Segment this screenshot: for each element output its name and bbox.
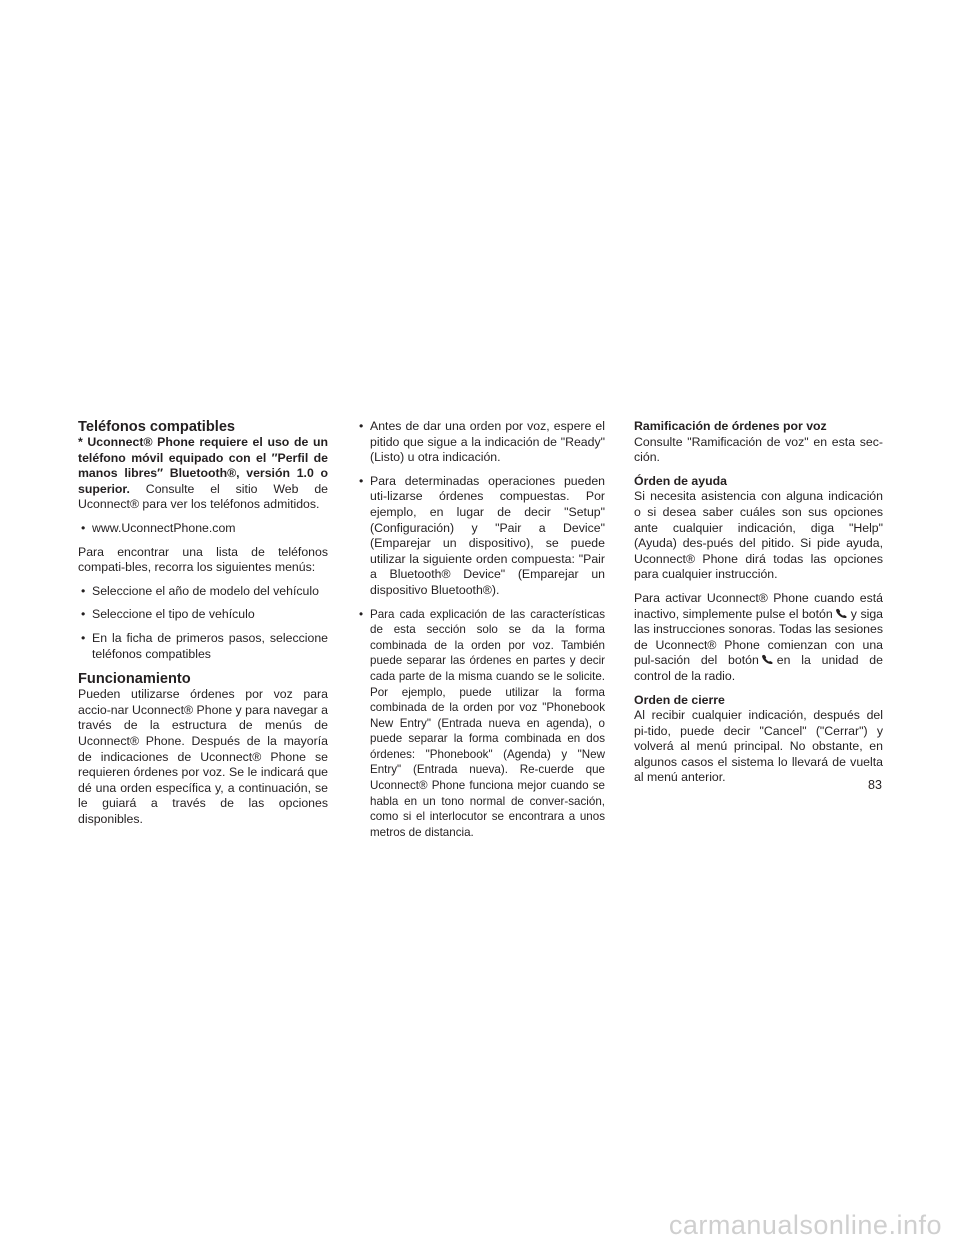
heading-close-command: Orden de cierre: [634, 692, 725, 707]
url-list: [78, 521, 328, 537]
activate-paragraph: [634, 591, 883, 685]
tips-list: [356, 419, 605, 840]
intro-bold: * Uconnect® Phone requiere el uso de un teléfono móvil equipado con el ″Perfil de manos libres″ Bluetooth®, versión 1.0 o superior.: [78, 435, 328, 496]
list-item: • Seleccione el año de modelo del vehículo: [78, 584, 328, 600]
section-title-compatible-phones: Teléfonos compatibles: [78, 419, 236, 435]
watermark-text: carmanualsonline.info: [668, 1210, 942, 1240]
close-paragraph: Al recibir cualquier indicación, después del pi-tido, puede decir "Cancel" ("Cerrar") y volverá al menú principal. No obstante, en algunos casos el sistema lo llevará de vuelta al menú anterior.: [634, 708, 883, 785]
operation-paragraph: Pueden utilizarse órdenes por voz para accio-nar Uconnect® Phone y para navegar a través de la estructura de menús de Uconnect® Phone. Después de la mayoría de indicaciones de Uconnect® Phone se requieren órdenes por voz. Se le indicará que dé una orden específica y, a continuación, se le guiará a través de las opciones disponibles.: [78, 687, 328, 826]
list-item: • Para cada explicación de las características de esta sección solo se da la forma combinada de la orden por voz. También puede separar las órdenes en partes y decir cada parte de la misma cuando se le solicite. Por ejemplo, puede utilizar la forma combinada de la orden por voz "Phonebook New Entry" (Entrada nueva en agenda), o puede separar la forma combinada en dos órdenes: "Phonebook" (Agenda) y "New Entry" (Entrada nueva). Re-cuerde que Uconnect® Phone funciona mejor cuando se habla en un tono normal de conver-sación, como si el interlocutor se encontrara a unos metros de distancia.: [356, 607, 605, 841]
section-title-operation: Funcionamiento: [78, 671, 191, 688]
column-2: [356, 419, 605, 848]
menus-paragraph: Para encontrar una lista de teléfonos compati-bles, recorra los siguientes menús:: [78, 544, 328, 575]
url-item: • www.UconnectPhone.com: [78, 521, 328, 537]
list-item: • Antes de dar una orden por voz, espere el pitido que sigue a la indicación de "Ready" (Listo) u otra indicación.: [356, 419, 605, 466]
intro-paragraph: [78, 435, 328, 513]
activate-text-a: Para activar Uconnect® Phone cuando está inactivo, simplemente pulse el botón: [634, 590, 883, 621]
heading-help-command: Órden de ayuda: [634, 473, 727, 488]
list-item: • En la ficha de primeros pasos, seleccione teléfonos compatibles: [78, 631, 328, 662]
watermark: [0, 1210, 960, 1241]
phone-handset-icon: [835, 608, 849, 618]
activate-text-c: en la unidad de control de la radio.: [634, 653, 883, 683]
help-paragraph: Si necesita asistencia con alguna indicación o si desea saber cuáles son sus opciones ante cualquier indicación, diga "Help" (Ayuda) des-pués del pitido. Si pide ayuda, Uconnect® Phone dirá todas las opciones para cualquier instrucción.: [634, 489, 883, 582]
page-number: 83: [868, 778, 882, 792]
voice-branching-paragraph: Consulte "Ramificación de voz" en esta sec-ción.: [634, 434, 883, 465]
list-item: • Seleccione el tipo de vehículo: [78, 607, 328, 623]
intro-rest: Consulte el sitio Web de Uconnect® para ver los teléfonos admitidos.: [78, 481, 328, 512]
heading-voice-branching: Ramificación de órdenes por voz: [634, 419, 827, 433]
column-3: [634, 419, 883, 794]
column-1: [78, 419, 328, 835]
phone-handset-icon: [761, 654, 775, 664]
activate-text-b: y siga las instrucciones sonoras. Todas las sesiones de Uconnect® Phone comienzan con una pul-sación del botón: [634, 606, 884, 668]
menu-list: [78, 584, 328, 662]
list-item: • Para determinadas operaciones pueden uti-lizarse órdenes compuestas. Por ejemplo, en lugar de decir "Setup" (Configuración) y "Pair a Device" (Emparejar un dispositivo), se puede utilizar la siguiente orden compuesta: "Pair a Bluetooth® Device" (Emparejar un dispositivo Bluetooth®).: [356, 474, 605, 599]
